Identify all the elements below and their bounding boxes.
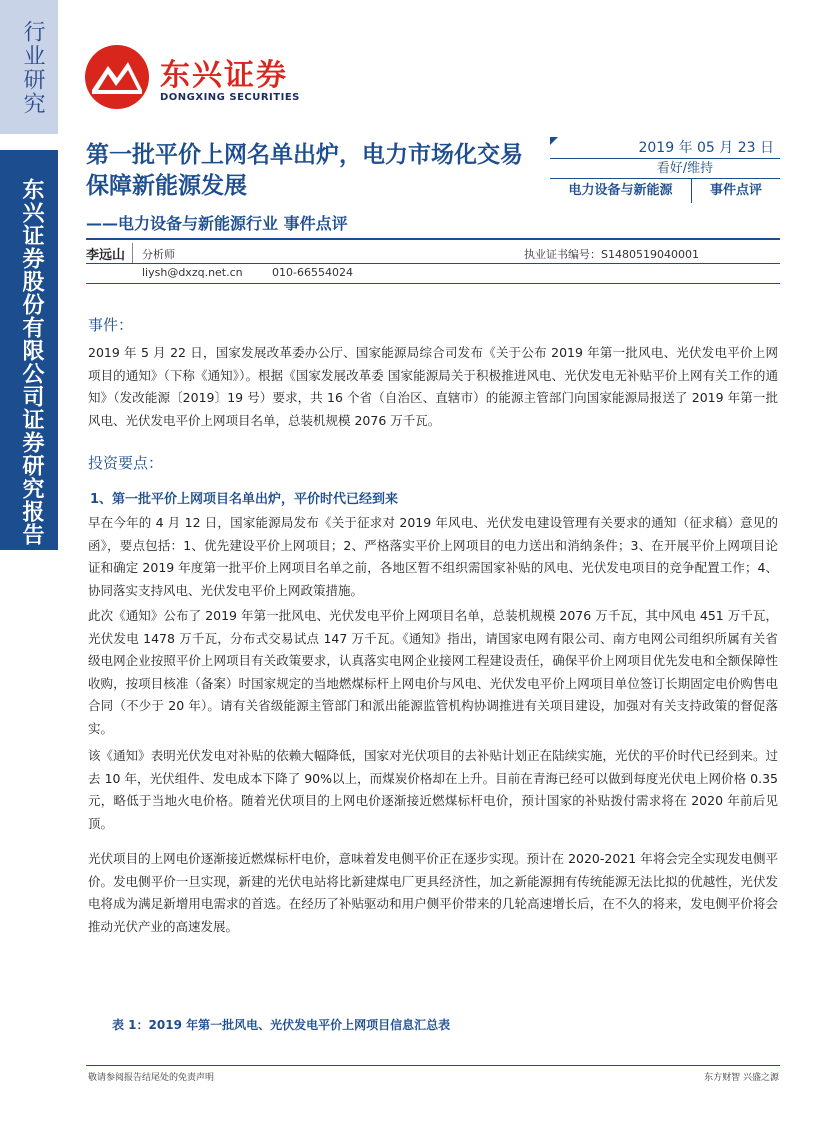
table-caption: 表 1：2019 年第一批风电、光伏发电平价上网项目信息汇总表 [112,1018,451,1032]
analyst-role: 分析师 [142,248,175,261]
paragraph-1: 早在今年的 4 月 12 日，国家能源局发布《关于征求对 2019 年风电、光伏发电建设管理有关要求的通知（征求稿）意见的函》，要点包括：1、优先建设平价上网项目；2、严格落实平价上网项目的电力送出和消纳条件；3、在开展平价上网项目论证和确定 2019 年度第一批平价上网项目名单之前，各地区暂不组织需国家补贴的风电、光伏发电项目的竞争配置工作；4、协同落实支持风电、光伏发电平价上网政策措施。 [88,515,778,598]
paragraph-3: 该《通知》表明光伏发电对补贴的依赖大幅降低，国家对光伏项目的去补贴计划正在陆续实施，光伏的平价时代已经到来。过去 10 年，光伏组件、发电成本下降了 90%以上，而煤炭价格却在上升。目前在青海已经可以做到每度光伏电上网价格 0.35 元，略低于当地火电价格。随着光伏项目的上网电价逐渐接近燃煤标杆电价，预计国家的补贴拨付需求将在 2020 年前后见顶。 [88,748,778,831]
sidebar-report-type-block [0,150,58,550]
footer-rule [86,1065,780,1066]
company-logo [84,44,314,112]
analyst-rule [86,263,780,264]
report-date-row [550,137,780,159]
logo-name-en: DONGXING SECURITIES [160,92,300,103]
event-heading: 事件： [88,316,134,334]
footer-slogan: 东方财智 兴盛之源 [704,1073,779,1083]
analyst-name: 李远山 [86,248,126,263]
corner-triangle-icon [550,137,558,145]
logo-mark-icon [84,44,150,110]
logo-name-cn: 东兴证券 [160,58,288,93]
report-title: 第一批平价上网名单出炉，电力市场化交易保障新能源发展 [86,142,523,199]
report-info-box [550,137,780,203]
report-date: 2019 年 05 月 23 日 [638,140,774,156]
rating: 看好/维持 [550,159,780,179]
report-subtitle: ——电力设备与新能源行业 事件点评 [86,214,348,233]
sidebar-category: 行业研究 [20,20,45,116]
sector-row [550,179,780,203]
report-kind-label: 事件点评 [709,183,762,198]
paragraph-4: 光伏项目的上网电价逐渐接近燃煤标杆电价，意味着发电侧平价正在逐步实现。预计在 2020-2021 年将会完全实现发电侧平价。发电侧平价一旦实现，新建的光伏电站将比新建煤电厂更具经济性，加之新能源拥有传统能源无法比拟的优越性，光伏发电将成为满足新增用电需求的首选。在经历了补贴驱动和用户侧平价带来的几轮高速增长后，在不久的将来，发电侧平价将会推动光伏产业的高速发展。 [88,851,778,934]
analyst-cert-number: 执业证书编号：S1480519040001 [524,248,699,261]
event-paragraph: 2019 年 5 月 22 日，国家发展改革委办公厅、国家能源局综合司发布《关于公布 2019 年第一批风电、光伏发电平价上网项目的通知》（下称《通知》）。根据《国家发展改革委 国家能源局关于积极推进风电、光伏发电无补贴平价上网有关工作的通知》（发改能源〔2019〕19 号）要求，共 16 个省（自治区、直辖市）的能源主管部门向国家能源局报送了 2019 年第一批风电、光伏发电平价上网项目名单，总装机规模 2076 万千瓦。 [88,345,778,428]
sector-label: 电力设备与新能源 [550,179,692,203]
sidebar-report-type: 东兴证券股份有限公司证券研究报告 [19,178,44,546]
paragraph-2: 此次《通知》公布了 2019 年第一批风电、光伏发电平价上网项目名单，总装机规模 2076 万千瓦，其中风电 451 万千瓦，光伏发电 1478 万千瓦，分布式交易试点 147 万千瓦。《通知》指出，请国家电网有限公司、南方电网公司组织所属有关省级电网企业按照平价上网项目有关政策要求，认真落实电网企业接网工程建设责任，确保平价上网项目优先发电和全额保障性收购，按项目核准（备案）时国家规定的当地燃煤标杆上网电价与风电、光伏发电平价上网项目单位签订长期固定电价购售电合同（不少于 20 年）。请有关省级能源主管部门和派出能源监管机构协调推进有关项目建设，加强对有关支持政策的督促落实。 [88,608,778,736]
analyst-divider [132,243,133,263]
sidebar [0,0,58,1122]
header-divider [86,238,780,240]
analyst-rule-bottom [86,283,780,284]
analyst-phone: 010-66554024 [272,266,353,279]
points-heading: 投资要点： [88,454,164,472]
sidebar-category-block [0,0,58,134]
section-heading-1: 1、第一批平价上网项目名单出炉，平价时代已经到来 [90,492,399,507]
analyst-email[interactable]: liysh@dxzq.net.cn [142,266,243,279]
footer-disclaimer: 敬请参阅报告结尾处的免责声明 [88,1073,215,1083]
